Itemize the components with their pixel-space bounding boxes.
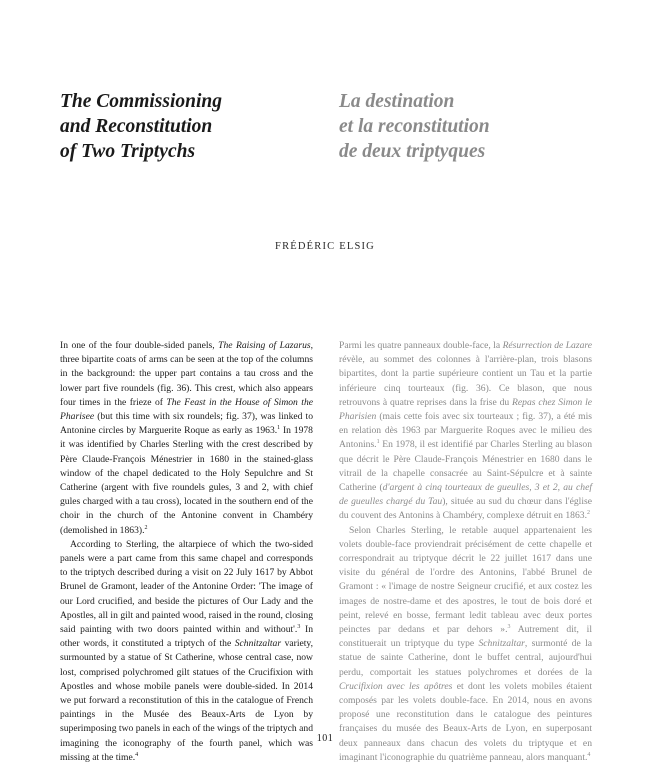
artwork-title: Crucifixion avec les apôtres (339, 680, 453, 692)
french-column (339, 339, 592, 765)
text-run: En 1978, il est identifié par Charles Sterling au blason que décrit le Père Claude-François Ménestrier en 1680 dans le vitrail de la chapelle consacrée au Saint-Sépulcre et à sainte Catherine ( (339, 439, 592, 494)
artwork-title: The Feast in the House of Simon the Pharisee (60, 396, 314, 423)
footnote-ref: 2 (586, 510, 590, 517)
text-run: et dont les volets mobiles étaient composés par les volets double-face. En 2014, nous en avons proposé une reconstitution dans le catalogue des peintures françaises du musée des Beaux-Arts de Lyon, en superposant deux panneaux dans chacun des volets du triptyque et en imaginant l'iconographie du quatrième panneau, alors manquant. (339, 680, 592, 763)
text-run: According to Sterling, the altarpiece of which the two-sided panels were a part came from this same chapel and corresponds to the triptych described during a visit on 22 July 1617 by Abbot Brunel de Gramont, leader of the Antonine Order: 'The image of our Lord crucified, and beside the pictures of Our Lady and the Apostles, all in gilt and painted wood, raised in the round, closing said painting with two doors painted within and without'. (60, 538, 313, 636)
english-paragraph-1 (60, 339, 313, 538)
text-run: ), située au sud du chœur dans l'église du couvent des Antonins à Chambéry, complexe détruit en 1863. (339, 496, 592, 522)
heraldic-quote: d'argent à cinq tourteaux de gueulles, 3 et 2, au chef de gueulles chargé du Tau (339, 482, 592, 508)
text-run: , surmonté de la statue de sainte Catherine, dont le buffet central, aujourd'hui perdu, comportait les statues polychromes et dorées de la (339, 638, 592, 678)
page-number: 101 (316, 733, 334, 744)
text-run: In 1978 it was identified by Charles Sterling with the crest described by Père Claude-François Ménestrier in 1680 in the stained-glass window of the chapel dedicated to the Holy Sepulchre and St Catherine (argent with five roundels gules, 3 and 2, with chief gules charged with a tau cross), located in the southern end of the choir in the church of the Antonine convent in Chambéry (demolished in 1863). (60, 425, 313, 536)
text-run: (mais cette fois avec six tourteaux ; fig. 37), a été mis en relation dès 1963 par Marguerite Roques avec le milieu des Antonins. (339, 411, 592, 451)
artwork-title: Résurrection de Lazare (502, 340, 592, 351)
french-paragraph-2 (339, 524, 592, 765)
artwork-title: Repas chez Simon le Pharisien (339, 396, 592, 423)
footnote-ref: 1 (277, 425, 281, 432)
english-paragraph-2 (60, 538, 313, 765)
english-column (60, 339, 313, 765)
text-run: In one of the four double-sided panels, (60, 340, 219, 351)
footnote-ref: 2 (144, 524, 148, 531)
author-name: FRÉDÉRIC ELSIG (275, 241, 375, 252)
text-run: (but this time with six roundels; fig. 37), was linked to Antonine circles by Marguerite Roque as early as 1963. (60, 411, 313, 437)
text-run: , three bipartite coats of arms can be seen at the top of the columns in the background: the upper part contains a tau cross and the lower part five roundels (fig. 36). This crest, which also appears four times in the frieze of (60, 340, 314, 408)
footnote-ref: 1 (376, 439, 380, 446)
footnote-ref: 4 (135, 751, 139, 758)
italic-term: Schnitzaltar (478, 638, 525, 650)
text-run: In other words, it constituted a triptych of the (60, 624, 314, 650)
footnote-ref: 3 (297, 623, 301, 630)
text-run: Parmi les quatre panneaux double-face, la (339, 340, 503, 351)
title-french: La destination et la reconstitution de deux triptyques (339, 91, 490, 162)
italic-term: Schnitzaltar (234, 638, 282, 650)
artwork-title: The Raising of Lazarus (218, 340, 311, 351)
footnote-ref: 3 (507, 623, 511, 630)
text-run: Autrement dit, il constituerait un triptyque du type (339, 624, 592, 650)
french-paragraph-1 (339, 339, 592, 524)
text-run: variety, surmounted by a statue of St Catherine, whose central case, now lost, comprised polychromed gilt statues of the Crucifixion with Apostles and whose mobile panels were double-sided. In 2014 we put forward a reconstitution of this in the catalogue of French paintings in the Musée des Beaux-Arts de Lyon by superimposing two panels in each of the wings of the triptych and imagining the iconography of the fourth panel, which was missing at the time. (60, 638, 313, 763)
text-run: révèle, au sommet des colonnes à l'arrière-plan, trois blasons bipartites, dont la partie supérieure contient un Tau et la partie inférieure cinq tourteaux (fig. 36). Ce blason, que nous retrouvons à quatre reprises dans la frise du (339, 354, 592, 408)
text-run: Selon Charles Sterling, le retable auquel appartenaient les volets double-face proviendrait précisément de cette chapelle et correspondrait au triptyque décrit le 22 juillet 1617 dans une visite du général de l'ordre des Antonins, l'abbé Brunel de Gramont : « l'image de nostre Seigneur crucifié, et aux costez les images de nostre-dame et des apostres, le tout de bois doré et peint, relevé en bosse, fermant ledit tableau avec deux portes peinctes par dedans et par dehors ». (339, 524, 592, 636)
footnote-ref: 4 (587, 751, 591, 758)
title-english: The Commissioning and Reconstitution of Two Triptychs (60, 91, 222, 162)
